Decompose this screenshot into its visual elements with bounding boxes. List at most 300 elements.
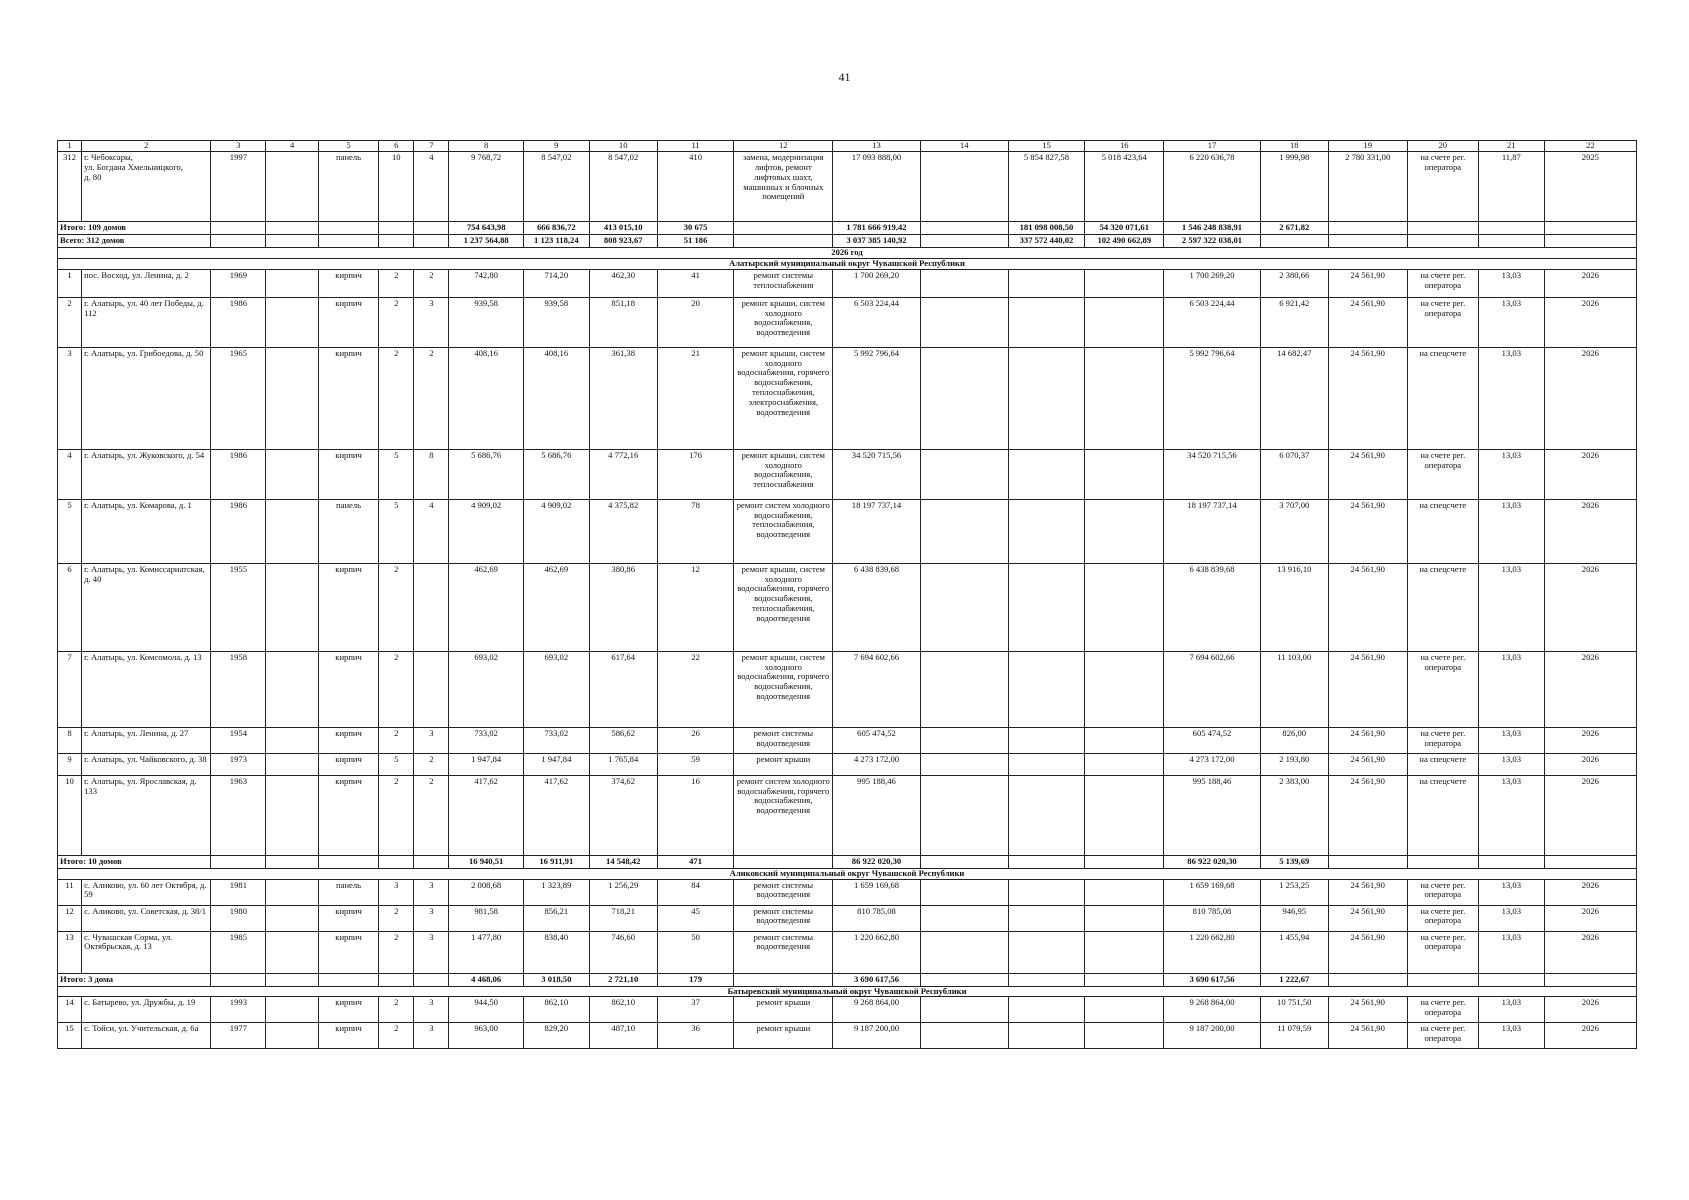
table-row — [58, 269, 1637, 297]
area-personal-cell: 462,30 — [589, 269, 657, 297]
empty — [266, 855, 319, 868]
empty — [379, 973, 414, 986]
area-personal-cell: 4 375,82 — [589, 499, 657, 563]
col20-cell: на спецсчете — [1407, 753, 1478, 775]
row-number: 1 — [58, 269, 82, 297]
empty — [1544, 973, 1636, 986]
total-area-personal: 413 015,10 — [589, 221, 657, 234]
area-total-cell: 693,02 — [449, 651, 524, 727]
address-cell: г. Алатырь, ул. Ярославская, д. 133 — [82, 775, 211, 855]
col18-cell: 946,95 — [1260, 905, 1328, 931]
empty — [1544, 234, 1636, 247]
col20-cell: на счете рег. оператора — [1407, 905, 1478, 931]
table-row — [58, 879, 1637, 905]
cost-cell: 995 188,46 — [833, 775, 921, 855]
year-cell: 1986 — [211, 297, 266, 347]
works-cell: ремонт крыши, систем холодного водоснабжения, водоотведения — [734, 297, 833, 347]
total-cost: 3 690 617,56 — [833, 973, 921, 986]
residents-cell: 78 — [657, 499, 734, 563]
entrances-cell — [414, 651, 449, 727]
col21-cell: 13,03 — [1478, 449, 1544, 499]
col18-cell: 6 921,42 — [1260, 297, 1328, 347]
area-residential-cell: 838,40 — [523, 931, 589, 973]
col14-cell — [920, 563, 1008, 651]
year-cell: 1993 — [211, 997, 266, 1023]
col22-cell: 2026 — [1544, 905, 1636, 931]
empty — [211, 234, 266, 247]
total-col18: 2 671,82 — [1260, 221, 1328, 234]
col21-cell: 11,87 — [1478, 151, 1544, 221]
table-row — [58, 931, 1637, 973]
col15-cell — [1008, 753, 1085, 775]
empty — [414, 973, 449, 986]
works-cell: ремонт крыши — [734, 997, 833, 1023]
column-number-cell: 17 — [1164, 141, 1260, 152]
total-residents: 179 — [657, 973, 734, 986]
row-number: 9 — [58, 753, 82, 775]
total-area-residential: 666 836,72 — [523, 221, 589, 234]
col16-cell — [1085, 931, 1164, 973]
floors-cell: 5 — [379, 449, 414, 499]
col4-cell — [266, 997, 319, 1023]
col16-cell — [1085, 347, 1164, 449]
col4-cell — [266, 297, 319, 347]
material-cell: кирпич — [318, 775, 378, 855]
floors-cell: 3 — [379, 879, 414, 905]
col4-cell — [266, 1023, 319, 1049]
total-residents: 471 — [657, 855, 734, 868]
total-cost: 86 922 020,30 — [833, 855, 921, 868]
col18-cell: 11 079,59 — [1260, 1023, 1328, 1049]
empty — [318, 221, 378, 234]
column-number-cell: 11 — [657, 141, 734, 152]
col21-cell: 13,03 — [1478, 753, 1544, 775]
address-cell: г. Алатырь, ул. Грибоедова, д. 50 — [82, 347, 211, 449]
col22-cell: 2026 — [1544, 297, 1636, 347]
empty — [734, 221, 833, 234]
floors-cell: 5 — [379, 499, 414, 563]
works-cell: ремонт системы теплоснабжения — [734, 269, 833, 297]
material-cell: кирпич — [318, 651, 378, 727]
col15-cell — [1008, 775, 1085, 855]
col15-cell — [1008, 347, 1085, 449]
area-total-cell: 408,16 — [449, 347, 524, 449]
col22-cell: 2026 — [1544, 997, 1636, 1023]
col15-cell — [1008, 651, 1085, 727]
total-col15: 337 572 440,02 — [1008, 234, 1085, 247]
col15-cell — [1008, 905, 1085, 931]
empty — [1544, 855, 1636, 868]
col14-cell — [920, 269, 1008, 297]
residents-cell: 16 — [657, 775, 734, 855]
col20-cell: на счете рег. оператора — [1407, 879, 1478, 905]
col17-cell: 4 273 172,00 — [1164, 753, 1260, 775]
address-cell: с. Аликово, ул. 60 лет Октября, д. 59 — [82, 879, 211, 905]
col20-cell: на счете рег. оператора — [1407, 269, 1478, 297]
address-cell: с. Чувашская Сорма, ул. Октябрьская, д. 13 — [82, 931, 211, 973]
floors-cell: 2 — [379, 651, 414, 727]
material-cell: панель — [318, 499, 378, 563]
area-residential-cell: 5 686,76 — [523, 449, 589, 499]
empty — [414, 234, 449, 247]
area-total-cell: 462,69 — [449, 563, 524, 651]
col4-cell — [266, 753, 319, 775]
col14-cell — [920, 297, 1008, 347]
col21-cell: 13,03 — [1478, 269, 1544, 297]
cost-cell: 605 474,52 — [833, 727, 921, 753]
empty — [379, 234, 414, 247]
residents-cell: 410 — [657, 151, 734, 221]
col17-cell: 1 659 169,68 — [1164, 879, 1260, 905]
area-residential-cell: 733,02 — [523, 727, 589, 753]
col21-cell: 13,03 — [1478, 563, 1544, 651]
column-number-cell: 13 — [833, 141, 921, 152]
col22-cell: 2026 — [1544, 931, 1636, 973]
empty — [211, 973, 266, 986]
material-cell: кирпич — [318, 1023, 378, 1049]
residents-cell: 12 — [657, 563, 734, 651]
column-number-cell: 15 — [1008, 141, 1085, 152]
col17-cell: 7 694 602,66 — [1164, 651, 1260, 727]
col15-cell — [1008, 1023, 1085, 1049]
empty — [318, 973, 378, 986]
total-col15: 181 098 008,50 — [1008, 221, 1085, 234]
col4-cell — [266, 931, 319, 973]
year-cell: 1969 — [211, 269, 266, 297]
address-cell: с. Батырево, ул. Дружбы, д. 19 — [82, 997, 211, 1023]
total-area-personal: 808 923,67 — [589, 234, 657, 247]
region-title-cell: Аликовский муниципальный округ Чувашской Республики — [58, 868, 1637, 879]
column-number-cell: 12 — [734, 141, 833, 152]
col18-cell: 2 383,00 — [1260, 775, 1328, 855]
col19-cell: 24 561,90 — [1328, 651, 1407, 727]
floors-cell: 2 — [379, 775, 414, 855]
col20-cell: на счете рег. оператора — [1407, 651, 1478, 727]
empty — [211, 221, 266, 234]
material-cell: панель — [318, 151, 378, 221]
floors-cell: 2 — [379, 269, 414, 297]
area-residential-cell: 408,16 — [523, 347, 589, 449]
col15-cell — [1008, 297, 1085, 347]
floors-cell: 2 — [379, 905, 414, 931]
total-area-residential: 3 018,50 — [523, 973, 589, 986]
area-residential-cell: 862,10 — [523, 997, 589, 1023]
col19-cell: 24 561,90 — [1328, 269, 1407, 297]
col4-cell — [266, 499, 319, 563]
table-row — [58, 347, 1637, 449]
total-col16 — [1085, 973, 1164, 986]
cost-cell: 5 992 796,64 — [833, 347, 921, 449]
total-label: Итого: 3 дома — [58, 973, 211, 986]
col19-cell: 24 561,90 — [1328, 563, 1407, 651]
column-number-cell: 9 — [523, 141, 589, 152]
col14-cell — [920, 753, 1008, 775]
col18-cell: 3 707,00 — [1260, 499, 1328, 563]
col21-cell: 13,03 — [1478, 931, 1544, 973]
material-cell: кирпич — [318, 297, 378, 347]
column-number-cell: 20 — [1407, 141, 1478, 152]
col14-cell — [920, 449, 1008, 499]
total-area-personal: 14 548,42 — [589, 855, 657, 868]
column-number-cell: 3 — [211, 141, 266, 152]
area-total-cell: 2 008,68 — [449, 879, 524, 905]
col22-cell: 2026 — [1544, 1023, 1636, 1049]
col4-cell — [266, 879, 319, 905]
year-cell: 1980 — [211, 905, 266, 931]
col20-cell: на счете рег. оператора — [1407, 997, 1478, 1023]
area-total-cell: 5 686,76 — [449, 449, 524, 499]
table-row — [58, 449, 1637, 499]
table-row — [58, 1023, 1637, 1049]
region-title — [58, 868, 1637, 879]
col20-cell: на спецсчете — [1407, 775, 1478, 855]
address-cell: с. Аликово, ул. Советская, д. 38/1 — [82, 905, 211, 931]
col20-cell: на спецсчете — [1407, 499, 1478, 563]
empty — [1328, 221, 1407, 234]
total-col16 — [1085, 855, 1164, 868]
col18-cell: 6 070,37 — [1260, 449, 1328, 499]
col19-cell: 2 780 331,00 — [1328, 151, 1407, 221]
table-row — [58, 905, 1637, 931]
year-cell: 1981 — [211, 879, 266, 905]
region-total-row — [58, 973, 1637, 986]
col15-cell — [1008, 727, 1085, 753]
area-residential-cell: 8 547,02 — [523, 151, 589, 221]
column-number-row — [58, 141, 1637, 152]
col14-cell — [920, 1023, 1008, 1049]
entrances-cell: 2 — [414, 347, 449, 449]
cost-cell: 1 659 169,68 — [833, 879, 921, 905]
cost-cell: 34 520 715,56 — [833, 449, 921, 499]
empty — [318, 855, 378, 868]
address-cell: г. Алатырь, ул. 40 лет Победы, д. 112 — [82, 297, 211, 347]
total-label: Итого: 109 домов — [58, 221, 211, 234]
empty — [414, 855, 449, 868]
area-residential-cell: 939,58 — [523, 297, 589, 347]
col22-cell: 2026 — [1544, 753, 1636, 775]
col16-cell — [1085, 563, 1164, 651]
col16-cell — [1085, 449, 1164, 499]
total-area-residential: 1 123 118,24 — [523, 234, 589, 247]
material-cell: панель — [318, 879, 378, 905]
area-personal-cell: 862,10 — [589, 997, 657, 1023]
entrances-cell: 3 — [414, 1023, 449, 1049]
col17-cell: 9 268 864,00 — [1164, 997, 1260, 1023]
area-total-cell: 417,62 — [449, 775, 524, 855]
row-number: 6 — [58, 563, 82, 651]
empty — [1407, 855, 1478, 868]
year-cell: 1965 — [211, 347, 266, 449]
col4-cell — [266, 775, 319, 855]
column-number-cell: 5 — [318, 141, 378, 152]
col22-cell: 2026 — [1544, 775, 1636, 855]
col19-cell: 24 561,90 — [1328, 931, 1407, 973]
residents-cell: 37 — [657, 997, 734, 1023]
residents-cell: 84 — [657, 879, 734, 905]
area-total-cell: 4 909,02 — [449, 499, 524, 563]
entrances-cell: 8 — [414, 449, 449, 499]
works-cell: ремонт крыши, систем холодного водоснабжения, горячего водоснабжения, теплоснабжения, водоотведения — [734, 563, 833, 651]
column-number-cell: 19 — [1328, 141, 1407, 152]
entrances-cell: 2 — [414, 269, 449, 297]
col17-cell: 5 992 796,64 — [1164, 347, 1260, 449]
total-area-total: 754 643,98 — [449, 221, 524, 234]
works-cell: ремонт системы водоотведения — [734, 905, 833, 931]
address-cell: г. Алатырь, ул. Комиссариатская, д. 40 — [82, 563, 211, 651]
empty — [920, 973, 1008, 986]
cost-cell: 1 220 662,80 — [833, 931, 921, 973]
address-cell: г. Алатырь, ул. Жуковского, д. 54 — [82, 449, 211, 499]
area-residential-cell: 829,20 — [523, 1023, 589, 1049]
table-row — [58, 563, 1637, 651]
year-cell: 1977 — [211, 1023, 266, 1049]
col4-cell — [266, 449, 319, 499]
total-col15 — [1008, 855, 1085, 868]
empty — [920, 234, 1008, 247]
empty — [1478, 855, 1544, 868]
col18-cell: 11 103,00 — [1260, 651, 1328, 727]
address-cell: пос. Восход, ул. Ленина, д. 2 — [82, 269, 211, 297]
area-residential-cell: 714,20 — [523, 269, 589, 297]
works-cell: ремонт системы водоотведения — [734, 879, 833, 905]
empty — [1328, 973, 1407, 986]
col16-cell — [1085, 499, 1164, 563]
column-number-cell: 10 — [589, 141, 657, 152]
col22-cell: 2026 — [1544, 449, 1636, 499]
col14-cell — [920, 499, 1008, 563]
col14-cell — [920, 651, 1008, 727]
residents-cell: 26 — [657, 727, 734, 753]
col17-cell: 810 785,08 — [1164, 905, 1260, 931]
total-residents: 30 675 — [657, 221, 734, 234]
works-cell: ремонт крыши — [734, 753, 833, 775]
year-heading-cell: 2026 год — [58, 247, 1637, 258]
area-personal-cell: 487,10 — [589, 1023, 657, 1049]
col18-cell: 10 751,50 — [1260, 997, 1328, 1023]
col18-cell: 1 999,98 — [1260, 151, 1328, 221]
empty — [318, 234, 378, 247]
year-cell: 1997 — [211, 151, 266, 221]
year-cell: 1955 — [211, 563, 266, 651]
empty — [920, 221, 1008, 234]
col16-cell — [1085, 753, 1164, 775]
year-cell: 1985 — [211, 931, 266, 973]
empty — [734, 973, 833, 986]
col22-cell: 2026 — [1544, 879, 1636, 905]
total-col17: 86 922 020,30 — [1164, 855, 1260, 868]
total-cost: 1 781 666 919,42 — [833, 221, 921, 234]
col22-cell: 2026 — [1544, 651, 1636, 727]
residents-cell: 176 — [657, 449, 734, 499]
col19-cell: 24 561,90 — [1328, 727, 1407, 753]
floors-cell: 2 — [379, 727, 414, 753]
col21-cell: 13,03 — [1478, 879, 1544, 905]
col18-cell: 2 193,80 — [1260, 753, 1328, 775]
col15-cell — [1008, 931, 1085, 973]
empty — [1478, 234, 1544, 247]
cost-cell: 18 197 737,14 — [833, 499, 921, 563]
entrances-cell: 3 — [414, 297, 449, 347]
col19-cell: 24 561,90 — [1328, 297, 1407, 347]
col17-cell: 995 188,46 — [1164, 775, 1260, 855]
total-col17: 3 690 617,56 — [1164, 973, 1260, 986]
floors-cell: 2 — [379, 931, 414, 973]
row-number: 11 — [58, 879, 82, 905]
total-col18 — [1260, 234, 1328, 247]
address-cell: с. Тойси, ул. Учительская, д. 6а — [82, 1023, 211, 1049]
table-row — [58, 727, 1637, 753]
area-total-cell: 963,00 — [449, 1023, 524, 1049]
column-number-cell: 18 — [1260, 141, 1328, 152]
col4-cell — [266, 347, 319, 449]
col14-cell — [920, 347, 1008, 449]
empty — [734, 855, 833, 868]
material-cell: кирпич — [318, 997, 378, 1023]
row-number: 2 — [58, 297, 82, 347]
works-cell: ремонт систем холодного водоснабжения, горячего водоснабжения, водоотведения — [734, 775, 833, 855]
works-cell: ремонт крыши, систем холодного водоснабжения, горячего водоснабжения, теплоснабжения, электроснабжения, водоотведения — [734, 347, 833, 449]
total-area-total: 16 940,51 — [449, 855, 524, 868]
col22-cell: 2025 — [1544, 151, 1636, 221]
col16-cell — [1085, 997, 1164, 1023]
entrances-cell: 3 — [414, 879, 449, 905]
col17-cell: 605 474,52 — [1164, 727, 1260, 753]
material-cell: кирпич — [318, 449, 378, 499]
col14-cell — [920, 997, 1008, 1023]
col15-cell — [1008, 879, 1085, 905]
total-area-residential: 16 911,91 — [523, 855, 589, 868]
table-row — [58, 151, 1637, 221]
col14-cell — [920, 879, 1008, 905]
total-col16: 102 490 662,89 — [1085, 234, 1164, 247]
cost-cell: 6 503 224,44 — [833, 297, 921, 347]
material-cell: кирпич — [318, 931, 378, 973]
works-cell: ремонт системы водоотведения — [734, 931, 833, 973]
total-col16: 54 320 071,61 — [1085, 221, 1164, 234]
column-number-cell: 8 — [449, 141, 524, 152]
col16-cell — [1085, 651, 1164, 727]
region-title-cell: Батыревский муниципальный округ Чувашской Республики — [58, 986, 1637, 997]
table-row — [58, 753, 1637, 775]
cost-cell: 810 785,08 — [833, 905, 921, 931]
empty — [414, 221, 449, 234]
col19-cell: 24 561,90 — [1328, 1023, 1407, 1049]
table-row — [58, 651, 1637, 727]
col15-cell — [1008, 269, 1085, 297]
empty — [1328, 234, 1407, 247]
col15-cell — [1008, 997, 1085, 1023]
area-residential-cell: 462,69 — [523, 563, 589, 651]
residents-cell: 20 — [657, 297, 734, 347]
empty — [379, 221, 414, 234]
entrances-cell: 3 — [414, 931, 449, 973]
address-cell: г. Алатырь, ул. Чайковского, д. 38 — [82, 753, 211, 775]
col17-cell: 9 187 200,00 — [1164, 1023, 1260, 1049]
entrances-cell: 4 — [414, 151, 449, 221]
col20-cell: на счете рег. оператора — [1407, 151, 1478, 221]
area-personal-cell: 361,38 — [589, 347, 657, 449]
area-total-cell: 9 768,72 — [449, 151, 524, 221]
row-number: 8 — [58, 727, 82, 753]
area-personal-cell: 374,62 — [589, 775, 657, 855]
col17-cell: 18 197 737,14 — [1164, 499, 1260, 563]
col21-cell: 13,03 — [1478, 347, 1544, 449]
empty — [266, 221, 319, 234]
col19-cell: 24 561,90 — [1328, 905, 1407, 931]
col17-cell: 6 503 224,44 — [1164, 297, 1260, 347]
col19-cell: 24 561,90 — [1328, 449, 1407, 499]
col20-cell: на счете рег. оператора — [1407, 1023, 1478, 1049]
